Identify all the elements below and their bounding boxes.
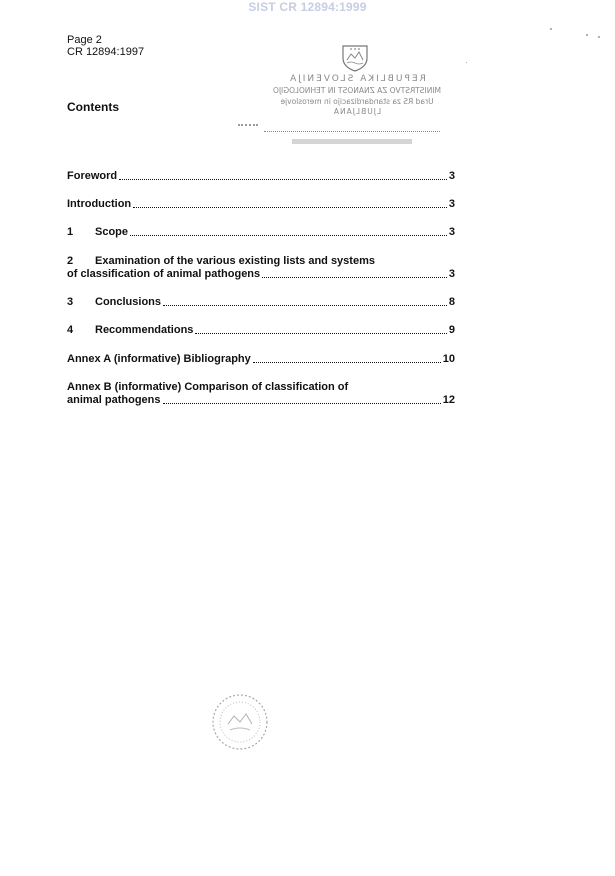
toc-title bbox=[67, 353, 251, 366]
official-stamp bbox=[262, 44, 452, 154]
page-header bbox=[67, 34, 144, 58]
toc-leader bbox=[119, 178, 447, 180]
stamp-line-3: Urad RS za standardizacijo in meroslovje bbox=[280, 97, 434, 106]
contents-heading: Contents bbox=[67, 100, 119, 114]
toc-entry-annex-a[interactable] bbox=[67, 353, 455, 366]
coat-of-arms-icon bbox=[340, 44, 370, 72]
toc-page: 8 bbox=[448, 296, 455, 308]
page-number: Page 2 bbox=[67, 34, 102, 46]
toc-title-continued: animal pathogens bbox=[67, 394, 161, 406]
scan-speck bbox=[466, 62, 467, 63]
toc-page: 10 bbox=[442, 353, 455, 365]
scan-speck bbox=[598, 36, 600, 38]
annex-title: (informative) Comparison of classification of bbox=[111, 381, 349, 393]
toc-title: Introduction bbox=[67, 198, 132, 210]
toc-title bbox=[67, 381, 348, 394]
toc-number: 4 bbox=[67, 324, 74, 336]
toc-entry-annex-b[interactable] bbox=[67, 381, 455, 407]
toc-title: Conclusions bbox=[95, 296, 162, 308]
annex-label: Annex B bbox=[67, 381, 112, 393]
toc-title: Foreword bbox=[67, 170, 118, 182]
scan-speck bbox=[550, 28, 552, 30]
toc-leader bbox=[262, 276, 447, 278]
toc-page: 3 bbox=[448, 268, 455, 280]
round-seal-icon bbox=[208, 690, 272, 754]
toc-entry-recommendations[interactable] bbox=[67, 324, 455, 337]
stamp-mark bbox=[238, 124, 258, 134]
scan-speck bbox=[586, 34, 588, 36]
watermark: SIST CR 12894:1999 bbox=[248, 0, 367, 14]
toc-entry-foreword[interactable] bbox=[67, 170, 455, 183]
toc-page: 3 bbox=[448, 226, 455, 238]
toc-page: 12 bbox=[442, 394, 455, 406]
toc-page: 9 bbox=[448, 324, 455, 336]
toc-title: Recommendations bbox=[95, 324, 194, 336]
toc-leader bbox=[195, 332, 446, 334]
toc-entry-examination[interactable] bbox=[67, 255, 455, 281]
toc-leader bbox=[130, 234, 447, 236]
stamp-line-2: MINISTRSTVO ZA ZNANOST IN TEHNOLOGIJO bbox=[272, 86, 442, 95]
toc-leader bbox=[163, 304, 447, 306]
toc-leader bbox=[133, 206, 447, 208]
annex-label: Annex A bbox=[67, 353, 111, 365]
toc-number: 1 bbox=[67, 226, 74, 238]
stamp-line-1: REPUBLIKA SLOVENIJA bbox=[288, 74, 426, 84]
toc-title-continued: of classification of animal pathogens bbox=[67, 268, 261, 280]
toc-page: 3 bbox=[448, 170, 455, 182]
toc-number: 2 bbox=[67, 255, 74, 267]
toc-entry-scope[interactable] bbox=[67, 226, 455, 239]
stamp-dotted-line bbox=[264, 127, 440, 132]
toc-leader bbox=[163, 402, 441, 404]
annex-title: (informative) Bibliography bbox=[110, 353, 251, 365]
toc-page: 3 bbox=[448, 198, 455, 210]
toc-leader bbox=[253, 361, 441, 363]
toc-entry-introduction[interactable] bbox=[67, 198, 455, 211]
stamp-line-4: LJUBLJANA bbox=[332, 107, 382, 116]
document-id: CR 12894:1997 bbox=[67, 46, 145, 58]
toc-number: 3 bbox=[67, 296, 74, 308]
stamp-faint-line bbox=[292, 139, 412, 144]
toc-entry-conclusions[interactable] bbox=[67, 296, 455, 309]
toc-title: Scope bbox=[95, 226, 129, 238]
toc-title: Examination of the various existing lists and systems bbox=[95, 255, 375, 267]
